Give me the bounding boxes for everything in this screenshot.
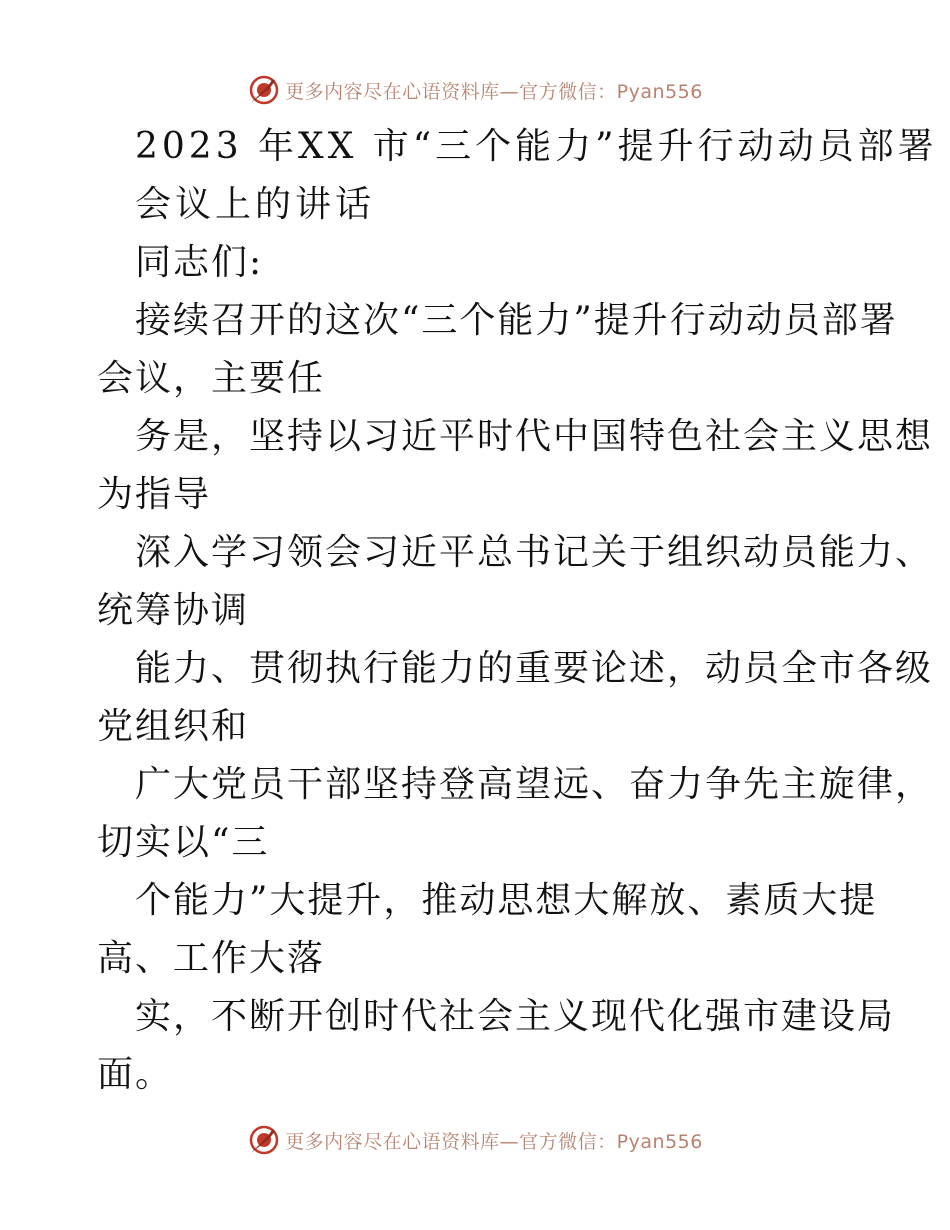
body-text-line: 实，不断开创时代社会主义现代化强市建设局	[135, 996, 896, 1037]
speech-paragraph	[97, 292, 934, 1104]
document-title-line-1: 2023 年XX 市“三个能力”提升行动动员部署	[135, 126, 938, 167]
body-text-line: 为指导	[97, 474, 212, 515]
body-text-line: 统筹协调	[97, 590, 250, 631]
body-text-line: 切实以“三	[97, 822, 270, 863]
watermark-text: 更多内容尽在心语资料库—官方微信：Pyan556	[285, 1130, 703, 1153]
body-text-line: 能力、贯彻执行能力的重要论述，动员全市各级	[135, 648, 934, 689]
document-body	[97, 118, 938, 1104]
body-text-line: 面。	[97, 1054, 174, 1095]
body-text-line: 个能力”大提升，推动思想大解放、素质大提	[135, 880, 878, 921]
body-text-line: 深入学习领会习近平总书记关于组织动员能力、	[135, 532, 934, 573]
body-text-line: 接续召开的这次“三个能力”提升行动动员部署	[135, 300, 898, 341]
body-text-line: 高、工作大落	[97, 938, 326, 979]
body-text-line: 广大党员干部坚持登高望远、奋力争先主旋律，	[135, 764, 934, 805]
watermark-footer	[0, 1120, 950, 1160]
salutation: 同志们:	[135, 242, 264, 283]
quill-logo-icon	[247, 1123, 281, 1157]
body-text-line: 会议，主要任	[97, 358, 326, 399]
watermark-text: 更多内容尽在心语资料库—官方微信：Pyan556	[285, 80, 703, 103]
watermark-header	[0, 70, 950, 110]
quill-logo-icon	[247, 73, 281, 107]
document-title-line-2: 会议上的讲话	[135, 184, 376, 225]
body-text-line: 党组织和	[97, 706, 250, 747]
body-text-line: 务是，坚持以习近平时代中国特色社会主义思想	[135, 416, 934, 457]
